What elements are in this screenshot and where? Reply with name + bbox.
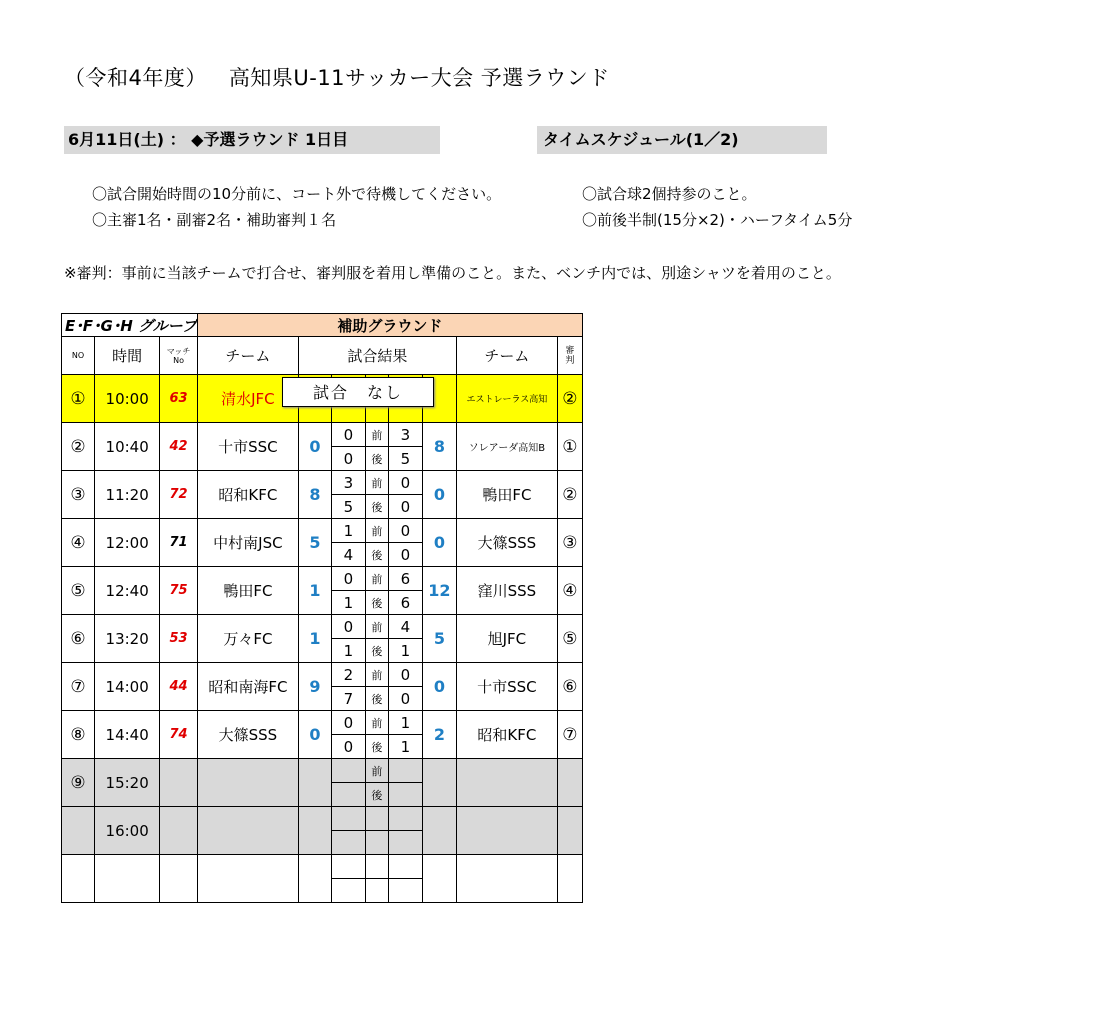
row-second-half-a: 5 — [331, 495, 365, 519]
row-team-b: 昭和KFC — [456, 711, 557, 759]
row-no: ⑥ — [62, 615, 95, 663]
schedule-band: タイムスケジュール(1／2) — [537, 126, 827, 154]
row-first-half-b: 1 — [388, 711, 422, 735]
row-first-half-b: 0 — [388, 519, 422, 543]
row-match-no: 44 — [160, 663, 198, 711]
row-team-b: 鴨田FC — [456, 471, 557, 519]
row-referee: ① — [557, 423, 582, 471]
row-referee: ⑥ — [557, 663, 582, 711]
row-score-a: 0 — [298, 711, 331, 759]
note-waiting: 〇試合開始時間の10分前に、コート外で待機してください。 — [92, 185, 502, 203]
row-score-b: 0 — [422, 663, 456, 711]
row-second-half-b: 0 — [388, 543, 422, 567]
row-second-half-a — [331, 831, 365, 855]
row-score-b — [422, 855, 456, 903]
row-second-half-label: 後 — [365, 495, 388, 519]
row-score-a — [298, 855, 331, 903]
row-second-half-a: 1 — [331, 639, 365, 663]
row-referee: ③ — [557, 519, 582, 567]
header-time: 時間 — [95, 337, 160, 375]
row-first-half-a — [331, 807, 365, 831]
row-time: 14:00 — [95, 663, 160, 711]
row-no: ③ — [62, 471, 95, 519]
row-referee — [557, 855, 582, 903]
row-score-a: 5 — [298, 519, 331, 567]
row-second-half-b — [388, 831, 422, 855]
row-second-half-label: 後 — [365, 447, 388, 471]
row-first-half-label: 前 — [365, 519, 388, 543]
row-team-a — [197, 759, 298, 807]
row-match-no: 75 — [160, 567, 198, 615]
row-first-half-b — [388, 759, 422, 783]
row-match-no — [160, 759, 198, 807]
row-match-no: 42 — [160, 423, 198, 471]
row-team-a: 十市SSC — [197, 423, 298, 471]
row-time: 12:00 — [95, 519, 160, 567]
row-team-a: 鴨田FC — [197, 567, 298, 615]
row-team-a: 大篠SSS — [197, 711, 298, 759]
row-team-b — [456, 807, 557, 855]
row-second-half-label — [365, 831, 388, 855]
row-second-half-label: 後 — [365, 543, 388, 567]
row-time: 11:20 — [95, 471, 160, 519]
row-first-half-label: 前 — [365, 663, 388, 687]
row-no: ⑦ — [62, 663, 95, 711]
table-row — [62, 807, 583, 831]
row-first-half-label: 前 — [365, 471, 388, 495]
note-referees: 〇主審1名・副審2名・補助審判１名 — [92, 211, 337, 229]
row-first-half-label: 前 — [365, 615, 388, 639]
note-halves: 〇前後半制(15分×2)・ハーフタイム5分 — [582, 211, 853, 229]
row-first-half-b: 0 — [388, 663, 422, 687]
row-match-no: 53 — [160, 615, 198, 663]
table-row — [62, 615, 583, 639]
row-team-a: 昭和KFC — [197, 471, 298, 519]
row-first-half-a: 3 — [331, 471, 365, 495]
note-referee-uniform: ※審判：事前に当該チームで打合せ、審判服を着用し準備のこと。また、ベンチ内では、別途シャツを着用のこと。 — [64, 264, 841, 282]
row-first-half-a — [331, 759, 365, 783]
row-no — [62, 807, 95, 855]
ground-label: 補助グラウンド — [197, 314, 582, 337]
row-referee — [557, 759, 582, 807]
table-row — [62, 519, 583, 543]
row-first-half-a: 1 — [331, 519, 365, 543]
row-referee — [557, 807, 582, 855]
row-second-half-b — [388, 783, 422, 807]
row-first-half-b — [388, 807, 422, 831]
row-first-half-b: 0 — [388, 471, 422, 495]
row-referee: ④ — [557, 567, 582, 615]
row-first-half-a: 0 — [331, 711, 365, 735]
row-second-half-a: 7 — [331, 687, 365, 711]
row-team-a — [197, 855, 298, 903]
row-first-half-b: 3 — [388, 423, 422, 447]
row-score-b: 0 — [422, 519, 456, 567]
no-match-box: 試合 なし — [282, 377, 434, 407]
date-round-band: 6月11日(土) ： ◆予選ラウンド 1日目 — [64, 126, 440, 154]
row-team-a: 清水JFC — [197, 375, 298, 423]
table-row — [62, 471, 583, 495]
row-second-half-label: 後 — [365, 591, 388, 615]
row-time: 10:40 — [95, 423, 160, 471]
row-time: 12:40 — [95, 567, 160, 615]
row-team-b: 大篠SSS — [456, 519, 557, 567]
row-second-half-a: 1 — [331, 591, 365, 615]
row-no — [62, 855, 95, 903]
row-team-b — [456, 855, 557, 903]
row-first-half-a: 0 — [331, 423, 365, 447]
row-second-half-a — [331, 879, 365, 903]
row-team-b — [456, 759, 557, 807]
row-match-no — [160, 807, 198, 855]
row-score-a: 9 — [298, 663, 331, 711]
row-second-half-b: 0 — [388, 687, 422, 711]
table-row — [62, 423, 583, 447]
row-first-half-a: 0 — [331, 567, 365, 591]
row-first-half-label: 前 — [365, 711, 388, 735]
row-second-half-label: 後 — [365, 783, 388, 807]
row-team-a: 中村南JSC — [197, 519, 298, 567]
row-referee: ⑤ — [557, 615, 582, 663]
row-second-half-label: 後 — [365, 687, 388, 711]
row-match-no: 74 — [160, 711, 198, 759]
row-second-half-a: 0 — [331, 735, 365, 759]
row-no: ⑨ — [62, 759, 95, 807]
header-team2: チーム — [456, 337, 557, 375]
note-balls: 〇試合球2個持参のこと。 — [582, 185, 757, 203]
group-label: E･F･G･H グループ — [62, 314, 198, 337]
header-no: NO — [62, 337, 95, 375]
row-score-a: 0 — [298, 423, 331, 471]
table-row — [62, 663, 583, 687]
row-no: ① — [62, 375, 95, 423]
row-second-half-label: 後 — [365, 735, 388, 759]
row-first-half-label: 前 — [365, 423, 388, 447]
row-time — [95, 855, 160, 903]
row-second-half-a: 4 — [331, 543, 365, 567]
header-match-no: マッチ No — [160, 337, 198, 375]
row-second-half-b: 5 — [388, 447, 422, 471]
row-score-b: 8 — [422, 423, 456, 471]
row-match-no: 71 — [160, 519, 198, 567]
row-score-b: 0 — [422, 471, 456, 519]
row-match-no: 63 — [160, 375, 198, 423]
row-score-b: 5 — [422, 615, 456, 663]
row-score-a — [298, 807, 331, 855]
row-first-half-b — [388, 855, 422, 879]
row-team-b: ソレアーダ高知B — [456, 423, 557, 471]
row-second-half-b: 6 — [388, 591, 422, 615]
row-first-half-a — [331, 855, 365, 879]
row-score-b: 2 — [422, 711, 456, 759]
row-first-half-label: 前 — [365, 567, 388, 591]
row-first-half-label — [365, 855, 388, 879]
table-row-empty — [62, 855, 583, 879]
row-no: ② — [62, 423, 95, 471]
row-team-a: 昭和南海FC — [197, 663, 298, 711]
title-tournament: 高知県U-11サッカー大会 予選ラウンド — [228, 66, 610, 90]
row-second-half-label: 後 — [365, 639, 388, 663]
page-title — [64, 62, 610, 92]
row-referee: ⑦ — [557, 711, 582, 759]
row-first-half-a: 0 — [331, 615, 365, 639]
row-time: 16:00 — [95, 807, 160, 855]
row-score-b: 12 — [422, 567, 456, 615]
row-referee: ② — [557, 375, 582, 423]
row-no: ⑤ — [62, 567, 95, 615]
row-second-half-a: 0 — [331, 447, 365, 471]
table-row — [62, 759, 583, 783]
row-match-no: 72 — [160, 471, 198, 519]
header-team: チーム — [197, 337, 298, 375]
table-row — [62, 711, 583, 735]
row-time: 14:40 — [95, 711, 160, 759]
row-team-b: 十市SSC — [456, 663, 557, 711]
row-first-half-label — [365, 807, 388, 831]
row-score-a: 8 — [298, 471, 331, 519]
row-first-half-a: 2 — [331, 663, 365, 687]
row-second-half-b: 1 — [388, 735, 422, 759]
row-no: ⑧ — [62, 711, 95, 759]
row-score-b — [422, 807, 456, 855]
row-first-half-b: 4 — [388, 615, 422, 639]
row-first-half-b: 6 — [388, 567, 422, 591]
row-match-no — [160, 855, 198, 903]
row-time: 15:20 — [95, 759, 160, 807]
row-team-b: エストレーラス高知 — [456, 375, 557, 423]
row-second-half-label — [365, 879, 388, 903]
row-score-a — [298, 759, 331, 807]
header-referee: 審 判 — [557, 337, 582, 375]
row-second-half-b: 1 — [388, 639, 422, 663]
row-score-a: 1 — [298, 567, 331, 615]
row-second-half-b — [388, 879, 422, 903]
row-first-half-label: 前 — [365, 759, 388, 783]
row-time: 10:00 — [95, 375, 160, 423]
row-team-b: 窪川SSS — [456, 567, 557, 615]
row-team-a — [197, 807, 298, 855]
row-score-a: 1 — [298, 615, 331, 663]
row-second-half-a — [331, 783, 365, 807]
header-result: 試合結果 — [298, 337, 456, 375]
row-team-b: 旭JFC — [456, 615, 557, 663]
table-row — [62, 567, 583, 591]
title-year: （令和4年度） — [64, 66, 207, 90]
row-score-b — [422, 759, 456, 807]
row-second-half-b: 0 — [388, 495, 422, 519]
row-referee: ② — [557, 471, 582, 519]
row-no: ④ — [62, 519, 95, 567]
row-time: 13:20 — [95, 615, 160, 663]
row-team-a: 万々FC — [197, 615, 298, 663]
